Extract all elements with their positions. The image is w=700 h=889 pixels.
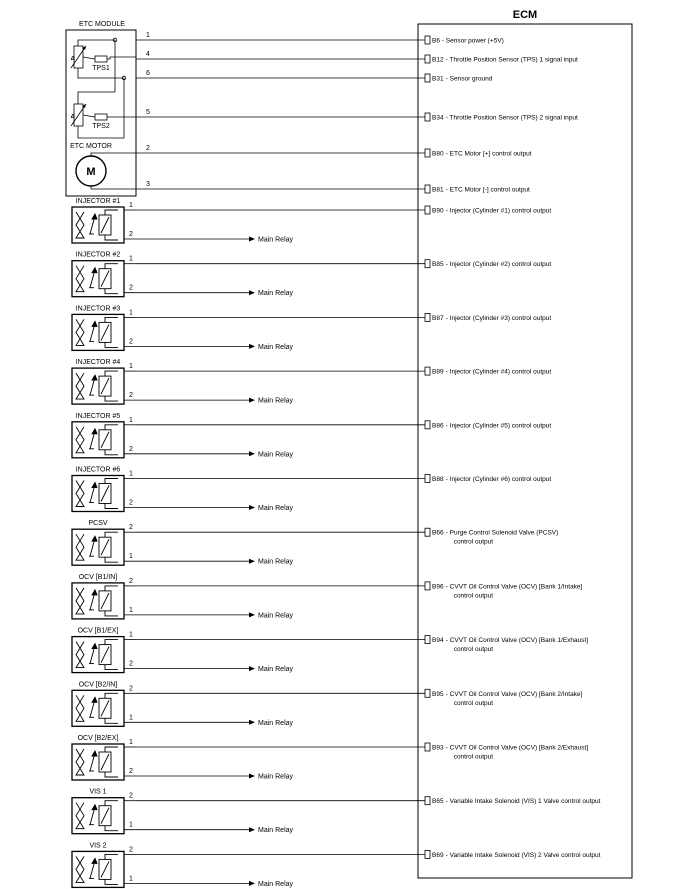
- main-relay-label: Main Relay: [258, 290, 294, 298]
- terminal-desc: - Injector (Cylinder #2) control output: [445, 261, 552, 269]
- etc-wire: [136, 51, 578, 64]
- ecm-connector: [425, 149, 430, 157]
- terminal-desc: - ETC Motor [+] control output: [445, 150, 532, 158]
- terminal-id: B6: [432, 37, 440, 45]
- actuator-label: INJECTOR #6: [75, 466, 121, 474]
- terminal-id: B96: [432, 583, 444, 591]
- solenoid-valve-icon: [76, 210, 118, 240]
- arrow-right-icon: [249, 505, 255, 510]
- ecm-connector: [425, 475, 430, 483]
- pin-number: 1: [129, 363, 133, 371]
- terminal-desc: - Sensor ground: [445, 75, 493, 83]
- solenoid-valve-icon: [76, 693, 118, 723]
- tps2-label: TPS2: [92, 123, 110, 130]
- ecm-connector: [425, 206, 430, 214]
- terminal-id: B69: [432, 851, 444, 859]
- terminal-id: B89: [432, 368, 444, 376]
- etc-motor-label: ETC MOTOR: [70, 143, 112, 150]
- pin-number: 2: [129, 768, 133, 775]
- terminal-id: B86: [432, 422, 444, 430]
- ecm-connector: [425, 313, 430, 321]
- actuator-wire: [124, 417, 551, 459]
- terminal-id: B66: [432, 529, 444, 537]
- actuator-label: INJECTOR #3: [75, 305, 121, 313]
- terminal-desc: - Variable Intake Solenoid (VIS) 2 Valve control output: [445, 851, 601, 859]
- solenoid-valve-icon: [76, 264, 118, 294]
- actuator-wire: [124, 793, 601, 835]
- terminal-id: B34: [432, 114, 444, 122]
- ecm-title: ECM: [512, 9, 538, 21]
- main-relay-label: Main Relay: [258, 558, 294, 566]
- pin-number: 1: [129, 606, 133, 614]
- etc-module-label: ETC MODULE: [79, 21, 125, 28]
- etc-wire: [136, 181, 530, 194]
- terminal-desc: - Purge Control Solenoid Valve (PCSV): [445, 529, 559, 537]
- terminal-desc: - Throttle Position Sensor (TPS) 2 signal input: [445, 114, 578, 122]
- actuator-wire: [124, 471, 551, 513]
- arrow-right-icon: [249, 344, 255, 349]
- terminal-id: B88: [432, 476, 444, 483]
- terminal-desc: - Injector (Cylinder #5) control output: [445, 422, 552, 430]
- main-relay-label: Main Relay: [258, 505, 294, 512]
- actuator: [72, 789, 601, 835]
- actuator-wire: [124, 256, 551, 298]
- pin-number: 2: [129, 792, 133, 800]
- main-relay-label: Main Relay: [258, 343, 294, 351]
- terminal-desc: control output: [453, 753, 494, 761]
- actuator: [72, 681, 583, 727]
- actuator-label: INJECTOR #2: [75, 251, 121, 259]
- actuator: [72, 842, 601, 888]
- pin-number: 2: [129, 231, 133, 238]
- pin-number: 4: [146, 51, 150, 58]
- ecm-connector: [425, 36, 430, 44]
- actuator: [72, 252, 551, 298]
- terminal-id: B93: [432, 744, 444, 752]
- pin-number: 1: [146, 32, 150, 39]
- ecm-connector: [425, 797, 430, 805]
- etc-wire: [136, 32, 504, 45]
- terminal-id: B95: [432, 690, 444, 698]
- terminal-desc: - CVVT Oil Control Valve (OCV) [Bank 2/Intake]: [445, 690, 583, 698]
- etc-module: [66, 21, 136, 196]
- actuator-wire: [124, 363, 551, 405]
- main-relay-label: Main Relay: [258, 666, 294, 674]
- pin-number: 1: [129, 309, 133, 317]
- terminal-desc: control output: [453, 699, 494, 707]
- actuator-wire: [124, 685, 583, 727]
- tps1-sensor: [71, 46, 110, 72]
- motor-symbol: M: [86, 166, 96, 178]
- pin-number: 2: [146, 145, 150, 152]
- etc-wire: [136, 145, 532, 158]
- arrow-right-icon: [249, 666, 255, 671]
- main-relay-label: Main Relay: [258, 880, 294, 888]
- terminal-desc: - Injector (Cylinder #4) control output: [445, 368, 552, 376]
- actuator: [72, 467, 551, 513]
- main-relay-label: Main Relay: [258, 719, 294, 727]
- ecm-connector: [425, 743, 430, 751]
- terminal-desc: - Variable Intake Solenoid (VIS) 1 Valve control output: [445, 798, 601, 806]
- pin-number: 2: [129, 846, 133, 854]
- main-relay-label: Main Relay: [258, 612, 294, 620]
- ecm-connector: [425, 689, 430, 697]
- actuator-wire: [124, 524, 558, 566]
- terminal-desc: - CVVT Oil Control Valve (OCV) [Bank 2/Exhaust]: [445, 744, 589, 752]
- arrow-right-icon: [249, 720, 255, 725]
- actuator-label: OCV [B1/EX]: [77, 627, 119, 635]
- actuator: [72, 413, 551, 459]
- actuator: [72, 359, 551, 405]
- pin-number: 1: [129, 714, 133, 722]
- actuator-label: OCV [B2/EX]: [77, 735, 119, 742]
- terminal-id: B85: [432, 261, 444, 269]
- terminal-desc: - ETC Motor [-] control output: [445, 186, 530, 194]
- ecm-connector: [425, 528, 430, 536]
- terminal-desc: - Injector (Cylinder #3) control output: [445, 314, 552, 322]
- svg-text:a: a: [71, 113, 75, 120]
- pin-number: 1: [129, 631, 133, 639]
- pin-number: 5: [146, 109, 150, 116]
- actuator-wire: [124, 309, 551, 351]
- pin-number: 2: [129, 577, 133, 585]
- actuator-label: VIS 2: [89, 842, 107, 850]
- terminal-desc: - CVVT Oil Control Valve (OCV) [Bank 1/Exhaust]: [445, 637, 589, 645]
- ecm-connector: [425, 850, 430, 858]
- ecm-connector: [425, 582, 430, 590]
- solenoid-valve-icon: [76, 371, 118, 401]
- terminal-id: B65: [432, 798, 444, 806]
- terminal-id: B87: [432, 314, 444, 322]
- pin-number: 1: [129, 416, 133, 424]
- tps2-sensor: [71, 104, 110, 130]
- arrow-right-icon: [249, 398, 255, 403]
- arrow-right-icon: [249, 881, 255, 886]
- solenoid-valve-icon: [76, 479, 118, 509]
- actuator: [72, 735, 588, 781]
- pin-number: 2: [129, 524, 133, 532]
- actuator-wire: [124, 739, 588, 781]
- terminal-desc: control output: [453, 646, 494, 654]
- ecm-connector: [425, 260, 430, 268]
- actuator-label: OCV [B2/IN]: [78, 681, 118, 689]
- solenoid-valve-icon: [76, 747, 118, 777]
- terminal-desc: - Sensor power (+5V): [441, 37, 504, 45]
- terminal-id: B12: [432, 56, 444, 64]
- arrow-right-icon: [249, 612, 255, 617]
- actuator-label: INJECTOR #1: [75, 198, 121, 205]
- terminal-desc: - Injector (Cylinder #1) control output: [445, 207, 552, 215]
- main-relay-label: Main Relay: [258, 827, 294, 835]
- tps1-label: TPS1: [92, 65, 110, 72]
- arrow-right-icon: [249, 559, 255, 564]
- pin-number: 2: [129, 499, 133, 507]
- arrow-right-icon: [249, 827, 255, 832]
- terminal-id: B90: [432, 207, 444, 215]
- main-relay-label: Main Relay: [258, 451, 294, 459]
- etc-wire: [136, 109, 578, 122]
- pin-number: 2: [129, 392, 133, 400]
- ecm-connector: [425, 367, 430, 375]
- actuator-label: INJECTOR #5: [75, 412, 121, 420]
- solenoid-valve-icon: [76, 532, 118, 562]
- solenoid-valve-icon: [76, 640, 118, 670]
- arrow-right-icon: [249, 237, 255, 242]
- actuator: [72, 574, 583, 620]
- ecm-connector: [425, 636, 430, 644]
- pin-number: 2: [129, 445, 133, 453]
- terminal-id: B80: [432, 150, 444, 158]
- terminal-desc: - Injector (Cylinder #6) control output: [445, 476, 552, 483]
- pin-number: 6: [146, 70, 150, 77]
- solenoid-valve-icon: [76, 425, 118, 455]
- actuator: [72, 628, 588, 674]
- pin-number: 1: [129, 255, 133, 263]
- actuator: [72, 305, 551, 351]
- solenoid-valve-icon: [76, 317, 118, 347]
- terminal-id: B81: [432, 186, 444, 194]
- ecm-connector: [425, 185, 430, 193]
- pin-number: 1: [129, 202, 133, 209]
- ecm-connector: [425, 113, 430, 121]
- main-relay-label: Main Relay: [258, 773, 294, 781]
- solenoid-valve-icon: [76, 801, 118, 831]
- pin-number: 1: [129, 875, 133, 883]
- main-relay-label: Main Relay: [258, 236, 294, 244]
- ecm-connector: [425, 74, 430, 82]
- svg-text:a: a: [71, 55, 75, 62]
- actuator-label: INJECTOR #4: [75, 359, 121, 367]
- pin-number: 3: [146, 181, 150, 188]
- pin-number: 1: [129, 553, 133, 561]
- terminal-desc: control output: [453, 592, 494, 600]
- pin-number: 1: [129, 821, 133, 829]
- actuator: [72, 198, 551, 244]
- actuator-wire: [124, 202, 551, 244]
- solenoid-valve-icon: [76, 854, 118, 884]
- etc-motor: [76, 153, 136, 189]
- terminal-desc: - Throttle Position Sensor (TPS) 1 signal input: [445, 56, 578, 64]
- arrow-right-icon: [249, 290, 255, 295]
- terminal-id: B31: [432, 75, 444, 83]
- pin-number: 1: [129, 470, 133, 478]
- ecm-connector: [425, 55, 430, 63]
- solenoid-valve-icon: [76, 586, 118, 616]
- actuator: [72, 520, 558, 566]
- arrow-right-icon: [249, 774, 255, 779]
- pin-number: 2: [129, 284, 133, 292]
- main-relay-label: Main Relay: [258, 397, 294, 405]
- terminal-desc: control output: [453, 538, 494, 546]
- actuator-wire: [124, 578, 583, 620]
- etc-wire: [136, 70, 493, 83]
- pin-number: 1: [129, 739, 133, 746]
- arrow-right-icon: [249, 451, 255, 456]
- actuator-label: OCV [B1/IN]: [78, 573, 118, 581]
- pin-number: 2: [129, 660, 133, 668]
- ecm-connector: [425, 421, 430, 429]
- terminal-id: B94: [432, 637, 444, 645]
- terminal-desc: - CVVT Oil Control Valve (OCV) [Bank 1/Intake]: [445, 583, 583, 591]
- pin-number: 2: [129, 685, 133, 693]
- pin-number: 2: [129, 338, 133, 346]
- actuator-wire: [124, 846, 601, 888]
- actuator-wire: [124, 632, 588, 674]
- actuator-label: VIS 1: [89, 788, 107, 796]
- actuator-label: PCSV: [88, 520, 108, 528]
